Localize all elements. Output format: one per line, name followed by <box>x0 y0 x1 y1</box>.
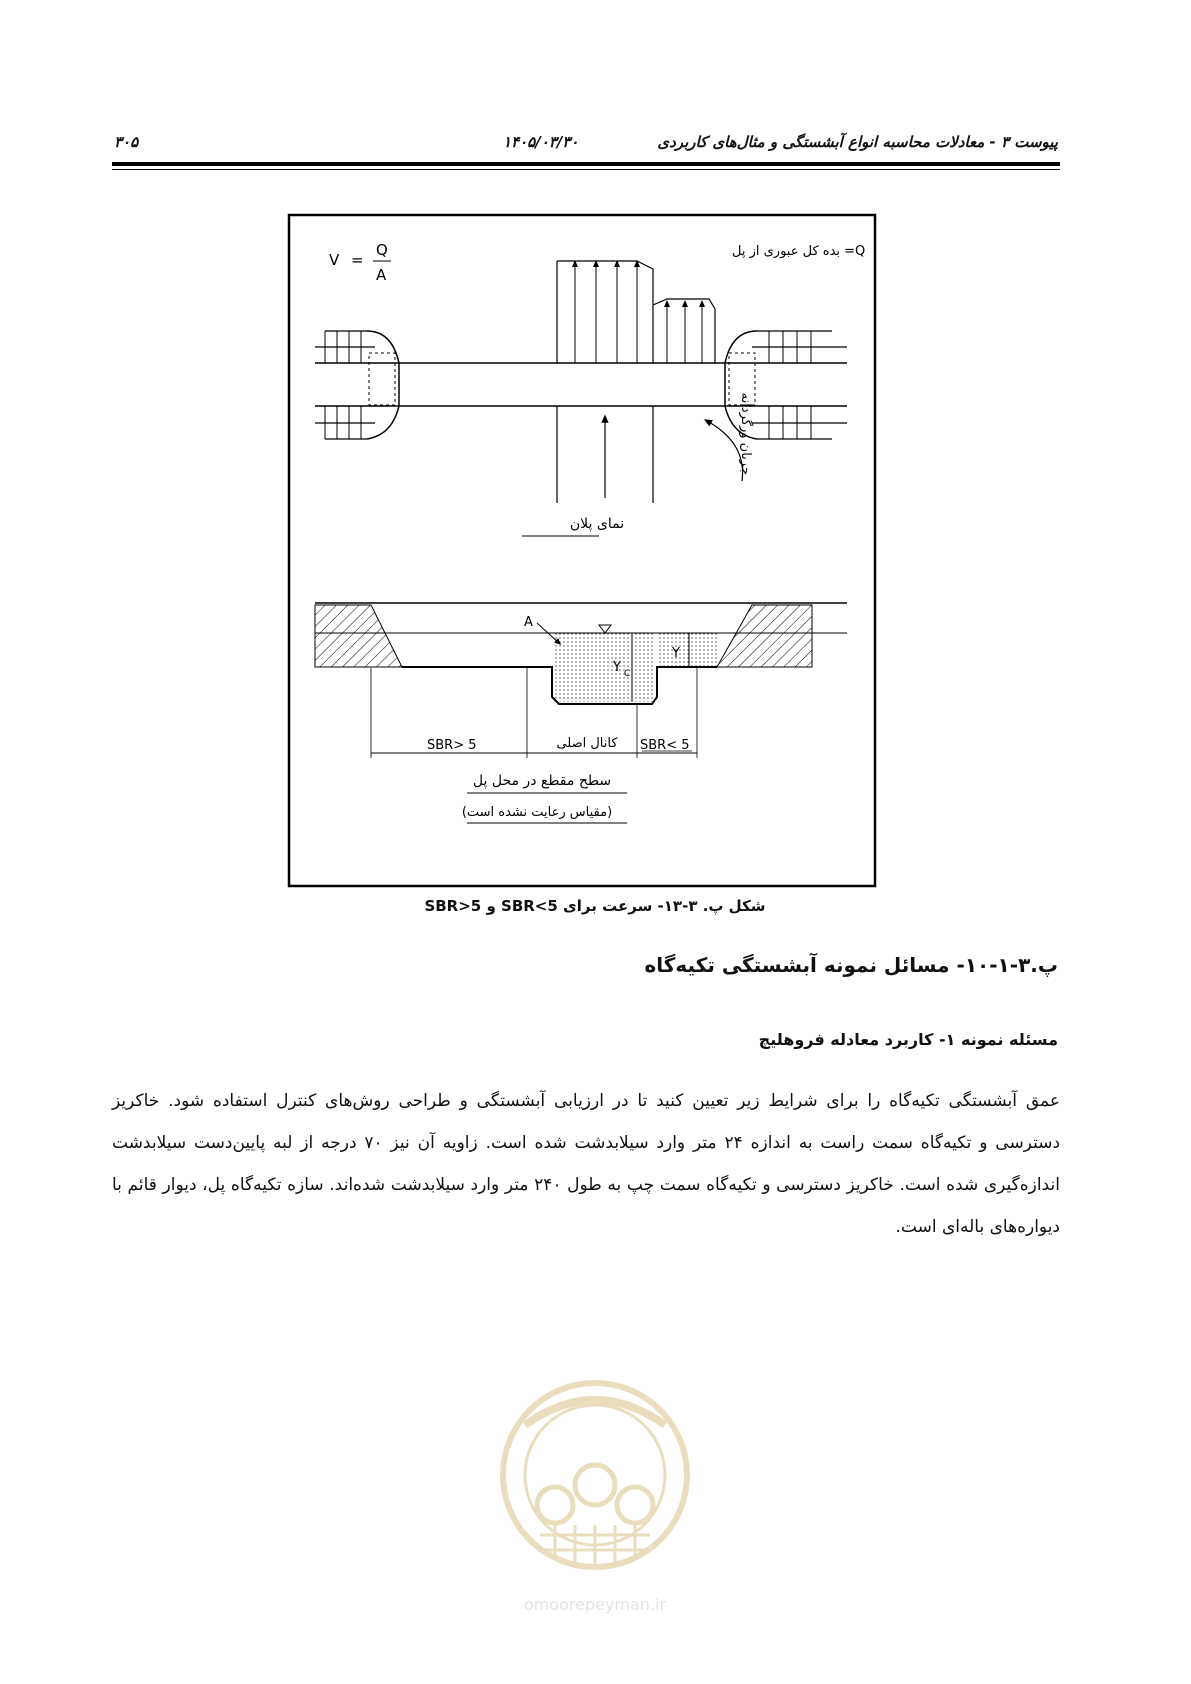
main-channel-label: کانال اصلی <box>556 736 618 751</box>
depth-label-y: Y <box>672 646 680 661</box>
scale-note: (مقیاس رعایت نشده است) <box>461 805 613 820</box>
eddy-label: جریان ورگردانه <box>738 392 753 475</box>
header-rule-thin <box>112 169 1060 170</box>
logo-grid <box>540 1525 650 1565</box>
logo-gear <box>617 1487 653 1523</box>
logo-gear <box>575 1465 615 1505</box>
formula-a: A <box>376 266 387 284</box>
logo-gear <box>537 1487 573 1523</box>
publisher-watermark-logo <box>485 1365 705 1625</box>
figure-caption: شکل پ. ۳-۱۳- سرعت برای SBR<5 و SBR>5 <box>424 897 766 915</box>
running-header-date: ۱۴۰۵/۰۳/۳۰ <box>503 133 579 151</box>
header-rule-thick <box>112 162 1060 166</box>
sbr-left-label: SBR> 5 <box>427 738 477 753</box>
main-velocity-profile <box>557 261 653 363</box>
running-header-title: پیوست ۳ - معادلات محاسبه انواع آبشستگی و مثال‌های کاربردی <box>657 133 1058 151</box>
sbr-right-label: SBR< 5 <box>640 738 690 753</box>
main-channel-water <box>555 633 655 702</box>
body-paragraph: عمق آبشستگی تکیه‌گاه را برای شرایط زیر تعیین کنید تا در ارزیابی آبشستگی و طراحی روش‌های کنترل استفاده شود. خاکریز دسترسی و تکیه‌گاه سمت راست به اندازه ۲۴ متر وارد سیلابدشت شده است. زاویه آن نیز ۷۰ درجه از لبه پایین‌دست سیلابدشت اندازه‌گیری شده است. خاکریز دسترسی و تکیه‌گاه سمت چپ به طول ۲۴۰ متر وارد سیلابدشت شده‌اند. سازه تکیه‌گاه پل، دیوار قائم با دیواره‌های باله‌ای است. <box>112 1091 1061 1237</box>
depth-label-yc: Y <box>613 660 621 675</box>
formula-q: Q <box>376 241 388 259</box>
logo-inner-ring <box>525 1405 665 1545</box>
section-heading: پ.۳-۱-۱۰- مسائل نمونه آبشستگی تکیه‌گاه <box>644 953 1058 977</box>
floodplain-water <box>657 633 717 667</box>
depth-label-yc-sub: C <box>624 669 631 679</box>
left-embankment-hatch <box>315 605 402 667</box>
logo-calligraphy-stroke <box>525 1400 665 1425</box>
formula-equals: = <box>351 251 364 269</box>
watermark-url: omoorepeyman.ir <box>523 1595 667 1614</box>
left-abutment-footing <box>369 353 395 405</box>
problem-heading: مسئله نمونه ۱- کاربرد معادله فروهلیچ <box>758 1030 1058 1049</box>
formula-v: V <box>329 251 340 269</box>
floodplain-velocity-profile <box>653 299 715 363</box>
page-number: ۳۰۵ <box>114 133 139 151</box>
abutment-velocity-figure <box>287 213 877 888</box>
right-embankment-hatch <box>717 605 812 667</box>
plan-view-label: نمای پلان <box>569 516 625 532</box>
q-label: Q= بده کل عبوری از پل <box>732 244 866 259</box>
section-label: سطح مقطع در محل پل <box>472 773 612 789</box>
water-surface-symbol <box>599 625 611 633</box>
area-label-a: A <box>524 615 533 630</box>
